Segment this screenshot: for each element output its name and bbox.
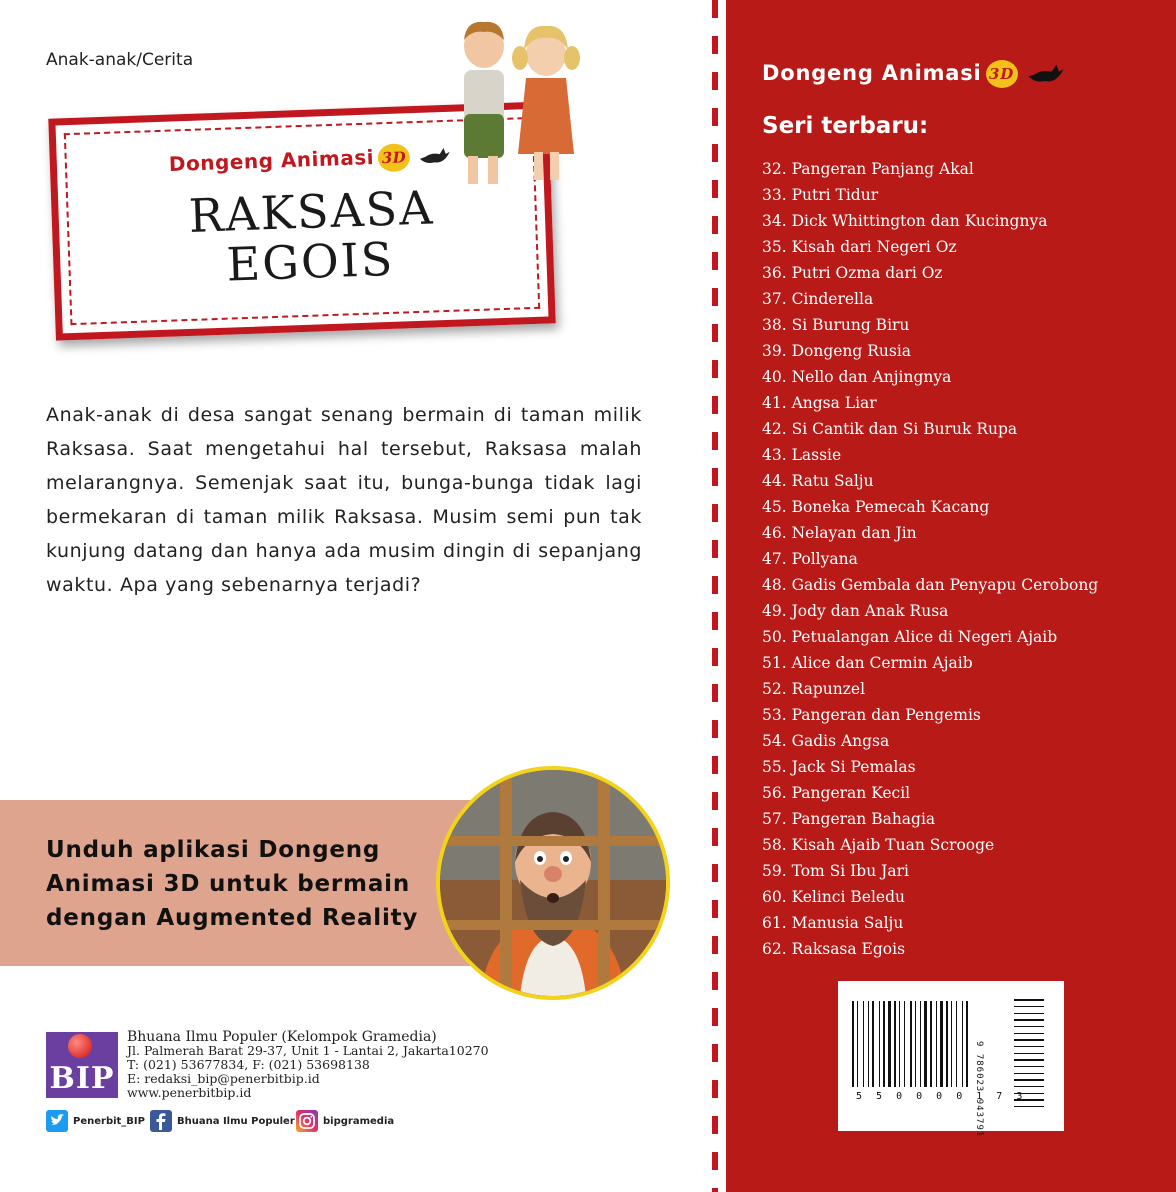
twitter-icon xyxy=(46,1110,68,1132)
series-book-item: 42. Si Cantik dan Si Buruk Rupa xyxy=(762,420,1018,438)
barcode-bar xyxy=(951,1001,952,1087)
publisher-name: Bhuana Ilmu Populer (Kelompok Gramedia) xyxy=(127,1029,437,1045)
instagram-icon xyxy=(296,1110,318,1132)
book-title-line2: EGOIS xyxy=(225,231,396,292)
series-panel xyxy=(726,0,1176,1192)
series-book-item: 33. Putri Tidur xyxy=(762,186,879,204)
isbn-barcode-bar xyxy=(1014,1026,1044,1027)
social-twitter xyxy=(46,1110,145,1132)
series-book-item: 57. Pangeran Bahagia xyxy=(762,810,936,828)
barcode-bar xyxy=(966,1001,968,1087)
series-book-item: 32. Pangeran Panjang Akal xyxy=(762,160,974,178)
promo-line-2: Animasi 3D untuk bermain xyxy=(46,871,410,897)
series-book-item: 43. Lassie xyxy=(762,446,842,464)
series-book-item: 46. Nelayan dan Jin xyxy=(762,524,917,542)
isbn-barcode-bar xyxy=(1014,1039,1044,1041)
barcode-bar xyxy=(920,1001,921,1087)
barcode-bar xyxy=(879,1001,880,1087)
series-book-item: 37. Cinderella xyxy=(762,290,874,308)
barcode-bar xyxy=(888,1001,891,1087)
barcode-bar xyxy=(863,1001,864,1087)
series-book-item: 58. Kisah Ajaib Tuan Scrooge xyxy=(762,836,995,854)
panel-3d-badge: 3D xyxy=(986,60,1018,88)
barcode-bar xyxy=(857,1001,858,1087)
series-book-item: 56. Pangeran Kecil xyxy=(762,784,911,802)
card-3d-badge: 3D xyxy=(378,143,411,172)
isbn-barcode-bar xyxy=(1014,1079,1044,1081)
publisher-logo xyxy=(46,1032,118,1098)
card-series-text: Dongeng Animasi xyxy=(168,144,375,177)
book-synopsis: Anak-anak di desa sangat senang bermain di taman milik Raksasa. Saat mengetahui hal tersebut, Raksasa malah melarangnya. Semenjak saat itu, bunga-bunga tidak lagi bermekaran di taman milik Raksasa. Musim semi pun tak kunjung datang dan hanya ada musim dingin di sepanjang waktu. Apa yang sebenarnya terjadi? xyxy=(46,404,642,596)
barcode-bar xyxy=(940,1001,943,1087)
series-book-item: 47. Pollyana xyxy=(762,550,858,568)
barcode-bar xyxy=(930,1001,932,1087)
series-book-item: 48. Gadis Gembala dan Penyapu Cerobong xyxy=(762,576,1099,594)
series-book-item: 60. Kelinci Beledu xyxy=(762,888,905,906)
series-book-list xyxy=(762,156,1098,962)
series-book-item: 61. Manusia Salju xyxy=(762,914,904,932)
barcode-bar xyxy=(924,1001,927,1087)
series-book-item: 38. Si Burung Biru xyxy=(762,316,910,334)
series-heading: Seri terbaru: xyxy=(762,113,929,139)
isbn-barcode-bar xyxy=(1014,1066,1044,1067)
panel-cat-icon xyxy=(1026,60,1066,88)
cat-icon xyxy=(417,144,452,169)
isbn-barcode-bar xyxy=(1014,1059,1044,1061)
girl-figure xyxy=(512,26,580,180)
giant-portrait xyxy=(436,766,670,1000)
children-illustration xyxy=(450,14,590,189)
series-book-item: 51. Alice dan Cermin Ajaib xyxy=(762,654,973,672)
publisher-phone: T: (021) 53677834, F: (021) 53698138 xyxy=(127,1057,370,1072)
social-instagram xyxy=(296,1110,394,1132)
barcode-bar xyxy=(852,1001,854,1087)
series-book-item: 35. Kisah dari Negeri Oz xyxy=(762,238,957,256)
isbn-barcode-bar xyxy=(1014,1106,1044,1107)
isbn-barcode-bar xyxy=(1014,1033,1044,1034)
series-book-item: 62. Raksasa Egois xyxy=(762,940,906,958)
isbn-barcode-bar xyxy=(1014,1046,1044,1047)
twitter-handle: Penerbit_BIP xyxy=(73,1116,145,1127)
instagram-handle: bipgramedia xyxy=(323,1116,395,1127)
barcode-bar xyxy=(894,1001,896,1087)
series-book-item: 44. Ratu Salju xyxy=(762,472,874,490)
series-book-item: 49. Jody dan Anak Rusa xyxy=(762,602,949,620)
promo-line-1: Unduh aplikasi Dongeng xyxy=(46,837,381,863)
promo-line-3: dengan Augmented Reality xyxy=(46,905,419,931)
category-label: Anak-anak/Cerita xyxy=(46,50,194,70)
barcode-bar xyxy=(872,1001,874,1087)
barcode-bar xyxy=(946,1001,948,1087)
social-facebook xyxy=(150,1110,295,1132)
isbn-code: 9 786023 943791 xyxy=(974,1041,984,1138)
promo-text xyxy=(46,833,446,935)
facebook-icon xyxy=(150,1110,172,1132)
barcode-bar xyxy=(962,1001,963,1087)
publisher-website: www.penerbitbip.id xyxy=(127,1085,252,1100)
series-book-item: 39. Dongeng Rusia xyxy=(762,342,912,360)
facebook-handle: Bhuana Ilmu Populer xyxy=(177,1116,295,1127)
isbn-barcode-bar xyxy=(1014,1073,1044,1074)
isbn-barcode-bar xyxy=(1014,1086,1044,1087)
price-code: 5 5 0 0 0 0 1 7 3 xyxy=(856,1091,1027,1102)
isbn-barcode-bar xyxy=(1014,1006,1044,1007)
giant-illustration xyxy=(440,770,666,996)
panel-series-name xyxy=(762,60,1066,88)
series-book-item: 50. Petualangan Alice di Negeri Ajaib xyxy=(762,628,1058,646)
publisher-address: Jl. Palmerah Barat 29-37, Unit 1 - Lantai 2, Jakarta10270 xyxy=(127,1043,489,1058)
barcode-bar xyxy=(899,1001,900,1087)
barcode-bar xyxy=(936,1001,937,1087)
publisher-logo-dot xyxy=(68,1034,92,1058)
publisher-info xyxy=(127,1030,489,1100)
publisher-email: E: redaksi_bip@penerbitbip.id xyxy=(127,1071,320,1086)
barcode-bar xyxy=(956,1001,957,1087)
panel-series-text: Dongeng Animasi xyxy=(762,61,982,85)
barcode-bar xyxy=(868,1001,869,1087)
barcode-bar xyxy=(883,1001,885,1087)
series-book-item: 45. Boneka Pemecah Kacang xyxy=(762,498,990,516)
series-book-item: 36. Putri Ozma dari Oz xyxy=(762,264,943,282)
isbn-barcode-bar xyxy=(1014,1013,1044,1014)
perforation-line xyxy=(712,0,718,1192)
book-title-line1: RAKSASA xyxy=(187,180,436,243)
barcode-bar xyxy=(915,1001,916,1087)
series-book-item: 55. Jack Si Pemalas xyxy=(762,758,916,776)
isbn-barcode-bar xyxy=(1014,999,1044,1001)
publisher-logo-text: BIP xyxy=(49,1061,115,1096)
series-book-item: 52. Rapunzel xyxy=(762,680,866,698)
series-book-item: 41. Angsa Liar xyxy=(762,394,877,412)
barcode-area xyxy=(838,981,1064,1138)
barcode-bar xyxy=(910,1001,912,1087)
book-title xyxy=(187,180,436,292)
isbn-barcode-bar xyxy=(1014,1053,1044,1054)
series-book-item: 54. Gadis Angsa xyxy=(762,732,890,750)
barcode-bar xyxy=(904,1001,905,1087)
series-book-item: 53. Pangeran dan Pengemis xyxy=(762,706,981,724)
series-book-item: 34. Dick Whittington dan Kucingnya xyxy=(762,212,1048,230)
boy-figure xyxy=(464,22,504,184)
series-book-item: 40. Nello dan Anjingnya xyxy=(762,368,952,386)
isbn-barcode-bar xyxy=(1014,1019,1044,1021)
barcode-graphic xyxy=(838,981,1064,1131)
series-book-item: 59. Tom Si Ibu Jari xyxy=(762,862,909,880)
